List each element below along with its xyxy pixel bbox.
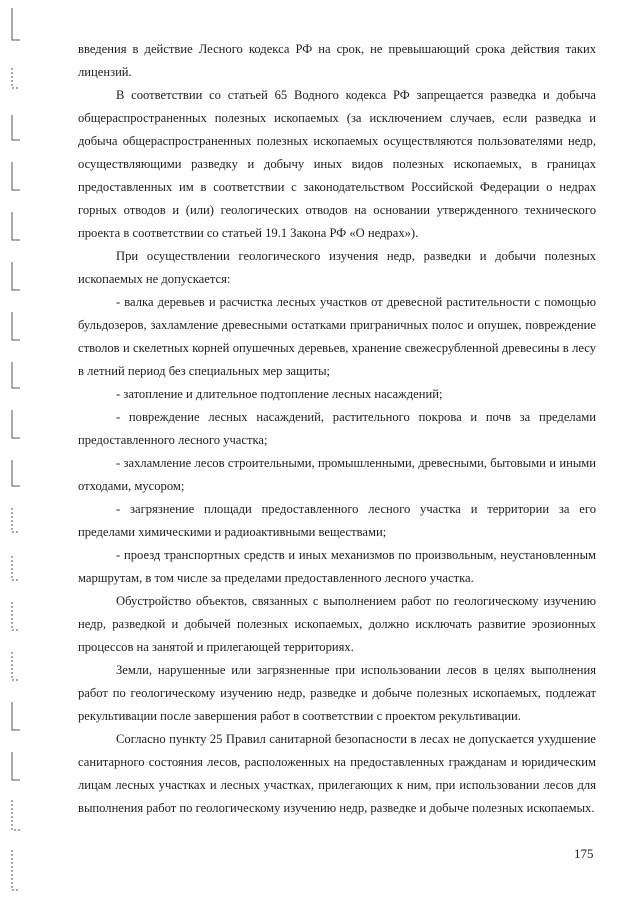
paragraph: При осуществлении геологического изучения недр, разведки и добычи полезных ископаемых не допускается: [78, 249, 596, 286]
list-item: - загрязнение площади предоставленного лесного участка и территории за его пределами химическими и радиоактивными веществами; [78, 502, 596, 539]
body-text [78, 38, 596, 820]
list-item: - захламление лесов строительными, промышленными, древесными, бытовыми и иными отходами, мусором; [78, 456, 596, 493]
page-number: 175 [574, 846, 594, 861]
list-item: - валка деревьев и расчистка лесных участков от древесной растительности с помощью бульдозеров, захламление древесными остатками приграничных полос и опушек, повреждение стволов и скелетных корней опушечных деревьев, хранение свежесрубленной древесины в лесу в летний период без специальных мер защиты; [78, 295, 596, 378]
list-item: - проезд транспортных средств и иных механизмов по произвольным, неустановленным маршрутам, в том числе за пределами предоставленного лесного участка. [78, 548, 596, 585]
paragraph: Обустройство объектов, связанных с выполнением работ по геологическому изучению недр, разведкой и добычей полезных ископаемых, должно исключать развитие эрозионных процессов на занятой и прилегающей территориях. [78, 594, 596, 654]
binding-margin-marks [0, 0, 30, 905]
paragraph: Земли, нарушенные или загрязненные при использовании лесов в целях выполнения работ по геологическому изучению недр, разведке и добыче полезных ископаемых, подлежат рекультивации после завершения работ в соответствии с проектом рекультивации. [78, 663, 596, 723]
list-item: - повреждение лесных насаждений, растительного покрова и почв за пределами предоставленного лесного участка; [78, 410, 596, 447]
list-item: - затопление и длительное подтопление лесных насаждений; [116, 387, 443, 401]
paragraph: В соответствии со статьей 65 Водного кодекса РФ запрещается разведка и добыча общераспространенных полезных ископаемых (за исключением случаев, если разведка и добыча общераспространенных полезных ископаемых осуществляются пользователями недр, осуществляющими разведку и добычу иных видов полезных ископаемых, в границах предоставленных им в соответствии с законодательством Российской Федерации о недрах горных отводов и (или) геологических отводов на основании утвержденного технического проекта в соответствии со статьей 19.1 Закона РФ «О недрах»). [78, 88, 596, 240]
paragraph: Согласно пункту 25 Правил санитарной безопасности в лесах не допускается ухудшение санитарного состояния лесов, расположенных на предоставленных гражданам и юридическим лицам лесных участках и лесных участках, прилегающих к ним, при использовании лесов для выполнения работ по геологическому изучению недр, разведке и добыче полезных ископаемых. [78, 732, 596, 815]
paragraph: введения в действие Лесного кодекса РФ на срок, не превышающий срока действия таких лицензий. [78, 42, 596, 79]
